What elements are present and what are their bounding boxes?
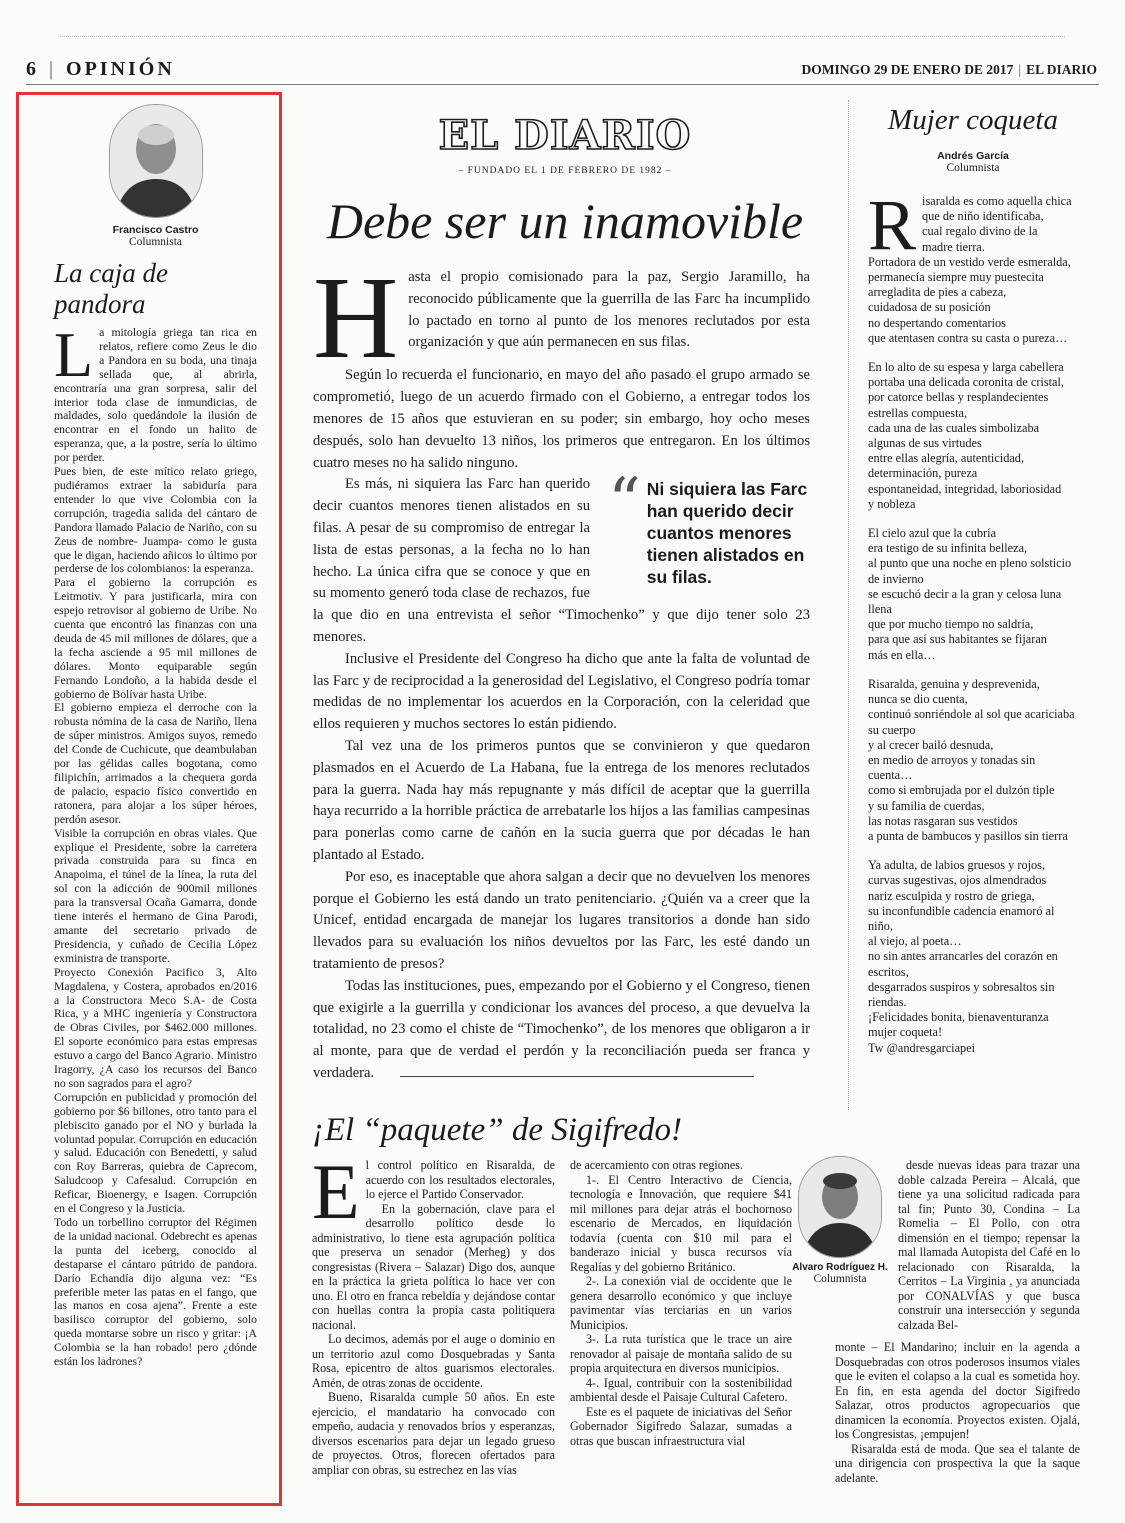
author-role: Columnista [946, 162, 1000, 174]
column-body: La mitología griega tan rica en relatos, refiere como Zeus le dio a Pandora en su boda, una tinaja sellada que, al abrirla, encontraría una gran sorpresa, salir del interior toda clase de inmundicias, de maldades, solo quedándole la ilusión de encontrar en el fondo un halito de esperanza, que, a la postre, sería lo último por perder. Pues bien, de este mítico relato griego, pudiéramos extraer la sabiduría para entender lo que vive Colombia con la corrupción, tragedia salida del cántaro de Pandora llamado Palacio de Nariño, con su Zeus de nombre- Juampa- como le gusta que le digan, haciendo añicos lo último por perderse de los colombianos: la esperanza. Para el gobierno la corrupción es Leitmotiv. Y para justificarla, mira con espejo retrovisor al gobierno de Uribe. No cuenta que encontró las finanzas con una deuda de 45 mil millones de dólares, que a la fecha asciende a 95 mil millones de dólares. Monto equiparable según Fernando Londoño, a la habida desde el gobierno de Bolívar hasta Uribe. El gobierno empieza el derroche con la robusta nómina de la casa de Nariño, llena de súper ministros. Amigos suyos, remedo del Conde de Cuchicute, que deambulaban por las gélidas calles bogotana, como filipichín, arrimados a la chequera gorda de palacio, espacio físico convertido en ratonera, para alojar a los súper héroes, perdón asesor. Visible la corrupción en obras viales. Que explique el Presidente, sobre la carretera privada construida para su finca en Anapoima, el túnel de la línea, la ruta del sol con la adicción de 900mil millones para la transversal Ocaña Gamarra, donde tiene interés el hermano de Gina Parodi, amante del secretario privado de Presidencia, y cuñado de Cecilia López exministra de transporte. Proyecto Conexión Pacifico 3, Alto Magdalena, y Costera, aprobados en/2016 a la Constructora Meco S.A- de Costa Rica, y a MHC ingeniería y Constructora de Obras Civiles, por $462.000 millones. El soporte económico para estas empresas estuvo a cargo del Banco Agrario. Ministro Iragorry, ¿A caso los recursos del Banco no son sagrados para el agro? Corrupción en publicidad y promoción del gobierno por $6 billones, otro tanto para el plebiscito ganado por el NO y burlada la voluntad popular. Corrupción en educación y salud. Educación con Benedetti, y salud con Roy Barreras, quiebra de Caprecom, Saludcoop y Cafesalud. Corrupción en Reficar, Bioenergy, e Isagen. Corrupción en el Congreso y la Justicia. Todo un torbellino corruptor del Régimen de la unidad nacional. Odebrecht es apenas la punta del iceberg, conocido al destaparse el cántaro pútrido de pandora. Darío Echandía dijo alguna vez: “Es preferible meter las patas en el fango, que las manos en cosa ajena”. Frente a este basilisco corruptor del gobierno, solo queda montarse sobre un risco y gritar: ¡A Colombia se la han robado! pero ¿dónde están los ladrones? [54, 319, 257, 1369]
author-name: Francisco Castro [112, 224, 199, 236]
page-number: 6 [26, 58, 39, 80]
header-rule [26, 84, 1099, 85]
article-col-3-full: monte – El Mandarino; incluir en la agenda a Dosquebradas con otros poderosos insumos viales que le eviten el colapso a la cual es sometida hoy. En fin, en esta agenda del doctor Sigifredo Salazar, otros productos agropecuarios que dinamicen la economía. Proyectos existen. Ojalá, los Congresistas, ¡empujen! Risaralda está de moda. Que sea el talante de una dirigencia con prospectiva la que la saque adelante. [835, 1340, 1080, 1485]
top-perforation [60, 36, 1065, 37]
article-col-2: de acercamiento con otras regiones. 1-. El Centro Interactivo de Ciencia, tecnología e Innovación, que requiere $41 mil millones para dejar atrás el bochornoso escenario de Mercados, en liquidación todavía (cuenta con $10 mil para el banderazo inicial y busca recursos vía Regalías y del gobierno Británico. 2-. La conexión vial de occidente que le genera desarrollo económico y que incluye pavimentar vías terciarias en un varios Municipios. 3-. La ruta turística que le trace un aire renovador al paisaje de montaña salido de su propia arquitectura en diversos municipios. 4-. Igual, contribuir con la sostenibilidad ambiental desde el Paisaje Cultural Cafetero. Este es el paquete de iniciativas del Señor Gobernador Sigifredo Salazar, sumadas a otras que buscan infraestructura vial [570, 1158, 792, 1448]
author-name: Alvaro Rodríguez H. [792, 1262, 888, 1273]
founded-line: – FUNDADO EL 1 DE FEBRERO DE 1982 – [458, 166, 672, 176]
editorial-body: Hasta el propio comisionado para la paz, Sergio Jaramillo, ha reconocido públicamente que la guerrilla de las Farc ha incumplido lo pactado en torno al punto de los menores reclutados por esta organización y que aún permanecen en sus filas. Según lo recuerda el funcionario, en mayo del año pasado el grupo armado se comprometió, luego de un acuerdo firmado con el Gobierno, a entregar todos los menores de 15 años que estuvieran en su poder; sin embargo, hoy ocho meses después, solo han devuelto 13 niños, los primeros que entregaron. En los últimos cuatro meses no ha salido ninguno. “ Ni siquiera las Farc han querido decir cuantos menores tienen alistados en su filas. Es más, ni siquiera las Farc han querido decir cuantos menores tienen alistados en su filas. A pesar de su compromiso de entregar la lista de estas personas, a la fecha no lo han hecho. La única cifra que se conoce y que en su momento generó toda clase de rechazos, fue la que dio en una entrevista el señor “Timochenko” y que dijo tener solo 23 menores. Inclusive el Presidente del Congreso ha dicho que ante la falta de voluntad de las Farc y de reciprocidad a la generosidad del Legislativo, el Congreso podría tomar medidas de no implementar los acuerdos en la Corporación, con la celeridad que ellos requieren y muchos sectores lo están pidiendo. Tal vez una de los primeros puntos que se convinieron y que quedaron plasmados en el Acuerdo de La Habana, fue la entrega de los menores reclutados para la guerra. Nada hay más repugnante y más difícil de aceptar que la guerrilla haya recurrido a la horrible práctica de arrebatarle los hijos a las familias campesinas para ponerlas como carne de cañón en la sucia guerra que por décadas le han plantado al Estado. Por eso, es inaceptable que ahora salgan a decir que no devuelven los menores porque el Gobierno les está dando un trato penitenciario. ¿Quién va a creer que la Unicef, entidad encargada de manejar los lugares transitorios a donde han sido llevados para su evaluación los niños devueltos por las Farc, les esté dando un tratamiento de presos? Todas las instituciones, pues, empezando por el Gobierno y el Congreso, tienen que exigirle a la guerrilla y condicionar los avances del proceso, a que devuelva la totalidad, no 23 como el chiste de “Timochenko”, de los menores que obligaron a ir al monte, para que de verdad el perdón y la reconciliación pueda ser franca y verdadera. [313, 252, 810, 1081]
author-role: Columnista [128, 236, 183, 248]
drop-cap: L [54, 319, 94, 390]
masthead: EL DIARIO [438, 112, 692, 159]
drop-cap: E [312, 1148, 360, 1235]
article-col-1: El control político en Risaralda, de acuerdo con los resultados electorales, lo ejerce el Partido Conservador. En la gobernación, clave para el desarrollo político desde lo administrativo, lo tiene esta agrupación política que preserva un senador (Merheg) y dos congresistas (Rivera – Salazar) Digo dos, aunque en la práctica la grieta política lo hace ver con uno. El otro en franca rebeldía y dejándose contar con huellas contra la propia casta politiquera nacional. Lo decimos, además por el auge o dominio en un territorio azul como Dosquebradas y Santa Rosa, epicentro de altos guarismos electorales. Amén, de otras zonas de occidente. Bueno, Risaralda cumple 50 años. En este ejercicio, el mandatario ha convocado con empeño, audacia y renovados bríos y esperanzas, diversos escenarios para dejar un legado grueso de proyectos. Otros, florecen ofertados para ampliar con obras, su estrechez en las vías [312, 1148, 555, 1477]
left-column [54, 100, 257, 1369]
editorial-divider [400, 1076, 754, 1077]
drop-cap: H [313, 252, 399, 383]
issue-date: DOMINGO 29 DE ENERO DE 2017 [801, 62, 1014, 77]
author-photo [109, 104, 203, 218]
right-column [868, 100, 1078, 1056]
page-header-right: DOMINGO 29 DE ENERO DE 2017 | EL DIARIO [801, 62, 1097, 77]
column-title: Mujer coqueta [888, 104, 1058, 136]
author-portrait-icon [799, 1157, 881, 1257]
article-author-box [790, 1156, 890, 1285]
section-name: OPINIÓN [66, 58, 175, 80]
drop-cap: R [868, 185, 917, 265]
article-title: ¡El “paquete” de Sigifredo! [312, 1112, 682, 1148]
editorial-title: Debe ser un inamovible [326, 193, 804, 249]
article-col-3: desde nuevas ideas para trazar una doble calzada Pereira – Alcalá, que tiene ya una solicitud radicada para tal fin; Punto 30, Condina – La Romelia – El Pollo, con otra dimensión en el tiempo; repensar la mal llamada Autopista del Café en lo relacionado con Risaralda, la Cerritos – La Virginia , ya anunciada por CONALVÍAS y que busca construir una intersección y segunda calzada Bel- [898, 1158, 1080, 1332]
author-role: Columnista [813, 1273, 867, 1285]
page-header-left: 6 | OPINIÓN [26, 58, 175, 80]
quote-mark-icon: “ [608, 465, 641, 540]
author-name: Andrés García [937, 150, 1009, 162]
pull-quote: “ Ni siquiera las Farc han querido decir cuantos menores tienen alistados en su filas. [608, 465, 808, 588]
poem: Risaralda es como aquella chica que de niño identificaba, cual regalo divino de la madre tierra. Portadora de un vestido verde esmeralda, permanecía siempre muy puestecita arregladita de pies a cabeza, cuidadosa de su posición no despertando comentarios que atentasen contra su casta o pureza… En lo alto de su espesa y larga cabellera portaba una delicada coronita de cristal, por catorce bellas y resplandecientes estrellas compuesta, cada una de las cuales simbolizaba algunas de sus virtudes entre ellas alegría, autenticidad, determinación, pureza espontaneidad, integridad, laboriosidad y nobleza El cielo azul que la cubría era testigo de su infinita belleza, al punto que una noche en pleno solsticio de invierno se escuchó decir a la gran y celosa luna llena que por mucho tiempo no saldría, para que así sus habitantes se fijaran más en ella… Risaralda, genuina y desprevenida, nunca se dio cuenta, continuó sonriéndole al sol que acariciaba su cuerpo y al crecer bailó desnuda, en medio de arroyos y tonadas sin cuenta… como si embrujada por el dulzón tiple y su familia de cuerdas, las notas rasgaran sus vestidos a punta de bambucos y pasillos sin tierra Ya adulta, de labios gruesos y rojos, curvas sugestivas, ojos almendrados nariz esculpida y rostro de griega, su inconfundible cadencia enamoró al niño, al viejo, al poeta… no sin antes arrancarles del corazón en escritos, desgarrados suspiros y sobresaltos sin riendas. ¡Felicidades bonita, bienaventuranza mujer coqueta! Tw @andresgarciapei [868, 185, 1075, 1055]
author-portrait-icon [110, 105, 202, 217]
right-column-rule [848, 100, 849, 1110]
column-title: La caja de pandora [54, 258, 168, 319]
author-photo [798, 1156, 882, 1258]
paper-name: EL DIARIO [1026, 62, 1097, 77]
